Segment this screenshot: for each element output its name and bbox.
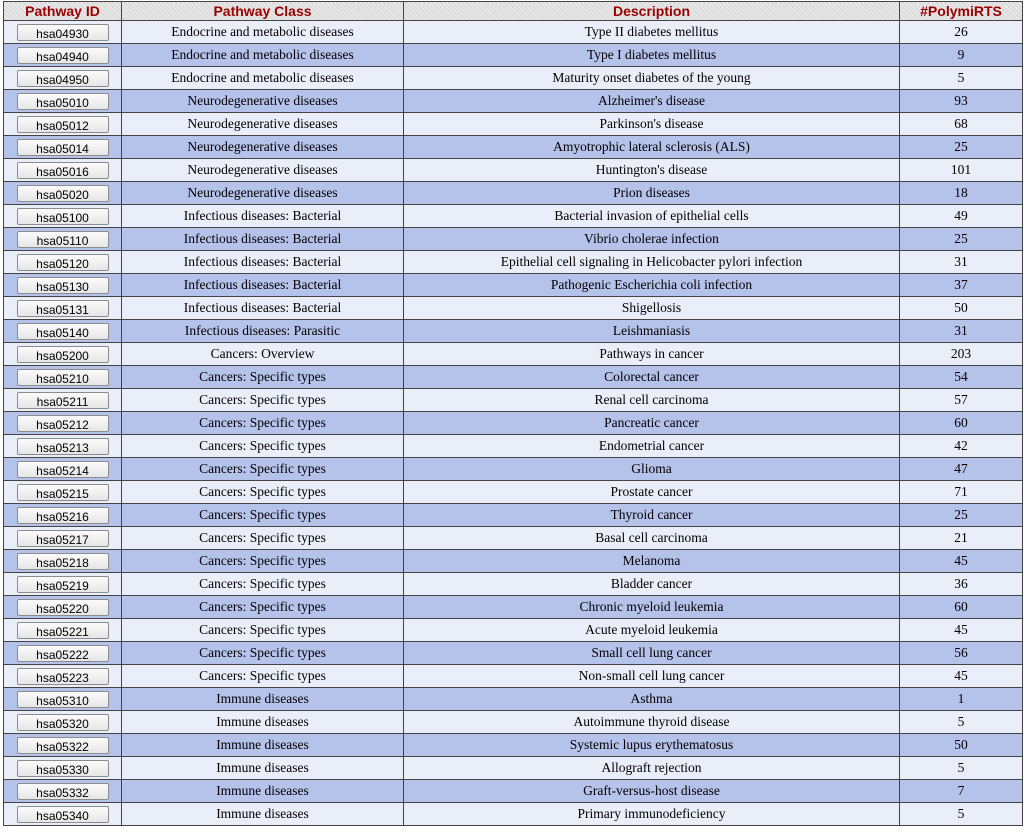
pathway-id-button[interactable]: hsa04950 [17,70,109,87]
pathway-class-cell: Neurodegenerative diseases [122,136,404,159]
pathway-id-button[interactable]: hsa05222 [17,645,109,662]
polymirts-count-cell: 31 [900,251,1023,274]
pathway-id-button[interactable]: hsa05020 [17,185,109,202]
pathway-id-cell [4,67,122,90]
description-cell: Melanoma [404,550,900,573]
description-cell: Prostate cancer [404,481,900,504]
pathway-class-cell: Cancers: Specific types [122,458,404,481]
polymirts-count-cell: 45 [900,619,1023,642]
table-row [4,803,1023,826]
pathway-id-button[interactable]: hsa05131 [17,300,109,317]
polymirts-count-cell: 60 [900,412,1023,435]
pathway-id-button[interactable]: hsa04940 [17,47,109,64]
table-row [4,688,1023,711]
description-cell: Type I diabetes mellitus [404,44,900,67]
pathway-id-button[interactable]: hsa05213 [17,438,109,455]
pathway-id-cell [4,21,122,44]
table-row [4,596,1023,619]
pathway-id-cell [4,711,122,734]
description-cell: Pancreatic cancer [404,412,900,435]
table-row [4,481,1023,504]
description-cell: Renal cell carcinoma [404,389,900,412]
pathway-id-button[interactable]: hsa05212 [17,415,109,432]
pathway-class-cell: Infectious diseases: Parasitic [122,320,404,343]
pathway-id-button[interactable]: hsa05210 [17,369,109,386]
description-cell: Graft-versus-host disease [404,780,900,803]
table-row [4,619,1023,642]
table-row [4,412,1023,435]
pathway-class-cell: Cancers: Specific types [122,481,404,504]
pathway-id-cell [4,573,122,596]
pathway-class-cell: Immune diseases [122,688,404,711]
pathway-id-cell [4,113,122,136]
pathway-id-cell [4,803,122,826]
polymirts-count-cell: 31 [900,320,1023,343]
description-cell: Autoimmune thyroid disease [404,711,900,734]
table-row [4,251,1023,274]
description-cell: Primary immunodeficiency [404,803,900,826]
description-cell: Huntington's disease [404,159,900,182]
pathway-id-button[interactable]: hsa05014 [17,139,109,156]
polymirts-count-cell: 37 [900,274,1023,297]
description-cell: Colorectal cancer [404,366,900,389]
description-cell: Leishmaniasis [404,320,900,343]
pathway-id-cell [4,688,122,711]
table-row [4,228,1023,251]
pathway-id-cell [4,642,122,665]
description-cell: Endometrial cancer [404,435,900,458]
pathway-class-cell: Infectious diseases: Bacterial [122,251,404,274]
pathway-class-cell: Immune diseases [122,757,404,780]
polymirts-count-cell: 1 [900,688,1023,711]
table-row [4,159,1023,182]
polymirts-count-cell: 42 [900,435,1023,458]
pathway-class-cell: Cancers: Specific types [122,412,404,435]
pathway-class-cell: Immune diseases [122,734,404,757]
description-cell: Parkinson's disease [404,113,900,136]
pathway-id-button[interactable]: hsa05322 [17,737,109,754]
description-cell: Non-small cell lung cancer [404,665,900,688]
table-row [4,757,1023,780]
pathway-class-cell: Cancers: Specific types [122,435,404,458]
pathway-class-cell: Endocrine and metabolic diseases [122,67,404,90]
table-row [4,642,1023,665]
pathway-id-button[interactable]: hsa05221 [17,622,109,639]
polymirts-count-cell: 36 [900,573,1023,596]
pathway-id-button[interactable]: hsa05223 [17,668,109,685]
pathway-id-cell [4,619,122,642]
pathway-id-button[interactable]: hsa05200 [17,346,109,363]
description-cell: Basal cell carcinoma [404,527,900,550]
pathway-class-cell: Cancers: Specific types [122,504,404,527]
pathway-class-cell: Cancers: Specific types [122,596,404,619]
pathway-class-cell: Infectious diseases: Bacterial [122,228,404,251]
pathway-class-cell: Neurodegenerative diseases [122,159,404,182]
pathway-id-cell [4,90,122,113]
description-cell: Bacterial invasion of epithelial cells [404,205,900,228]
polymirts-count-cell: 101 [900,159,1023,182]
polymirts-count-cell: 50 [900,734,1023,757]
pathway-id-button[interactable]: hsa05320 [17,714,109,731]
pathway-id-button[interactable]: hsa05010 [17,93,109,110]
column-header-polymirts: #PolymiRTS [900,2,1023,21]
pathway-id-button[interactable]: hsa05012 [17,116,109,133]
pathway-id-cell [4,205,122,228]
description-cell: Shigellosis [404,297,900,320]
pathway-id-button[interactable]: hsa05211 [17,392,109,409]
pathway-id-button[interactable]: hsa05310 [17,691,109,708]
column-header-pathway-id: Pathway ID [4,2,122,21]
pathway-id-cell [4,251,122,274]
table-row [4,44,1023,67]
table-row [4,573,1023,596]
pathway-id-button[interactable]: hsa04930 [17,24,109,41]
polymirts-count-cell: 45 [900,665,1023,688]
pathway-id-button[interactable]: hsa05220 [17,599,109,616]
table-row [4,343,1023,366]
polymirts-count-cell: 56 [900,642,1023,665]
polymirts-count-cell: 5 [900,67,1023,90]
polymirts-count-cell: 203 [900,343,1023,366]
description-cell: Glioma [404,458,900,481]
table-row [4,435,1023,458]
pathway-class-cell: Infectious diseases: Bacterial [122,205,404,228]
pathway-class-cell: Neurodegenerative diseases [122,90,404,113]
description-cell: Systemic lupus erythematosus [404,734,900,757]
pathway-id-cell [4,274,122,297]
pathway-id-cell [4,44,122,67]
pathway-class-cell: Endocrine and metabolic diseases [122,44,404,67]
pathway-id-cell [4,297,122,320]
description-cell: Asthma [404,688,900,711]
pathway-id-cell [4,136,122,159]
table-row [4,182,1023,205]
pathway-id-button[interactable]: hsa05216 [17,507,109,524]
description-cell: Pathogenic Escherichia coli infection [404,274,900,297]
table-row [4,366,1023,389]
pathway-id-button[interactable]: hsa05340 [17,806,109,823]
polymirts-count-cell: 25 [900,228,1023,251]
polymirts-count-cell: 45 [900,550,1023,573]
pathway-class-cell: Cancers: Specific types [122,619,404,642]
column-header-pathway-class: Pathway Class [122,2,404,21]
pathway-class-cell: Cancers: Specific types [122,573,404,596]
pathway-class-cell: Neurodegenerative diseases [122,182,404,205]
table-row [4,550,1023,573]
pathway-id-button[interactable]: hsa05215 [17,484,109,501]
pathway-id-cell [4,757,122,780]
header-row [4,2,1023,21]
table-row [4,113,1023,136]
pathway-id-cell [4,550,122,573]
polymirts-count-cell: 71 [900,481,1023,504]
pathway-id-cell [4,435,122,458]
polymirts-count-cell: 18 [900,182,1023,205]
polymirts-count-cell: 93 [900,90,1023,113]
pathway-id-button[interactable]: hsa05214 [17,461,109,478]
table-row [4,205,1023,228]
table-row [4,21,1023,44]
table-row [4,504,1023,527]
description-cell: Bladder cancer [404,573,900,596]
table-row [4,458,1023,481]
polymirts-count-cell: 9 [900,44,1023,67]
pathway-id-button[interactable]: hsa05130 [17,277,109,294]
table-row [4,389,1023,412]
pathway-id-cell [4,343,122,366]
table-row [4,665,1023,688]
polymirts-count-cell: 5 [900,803,1023,826]
table-row [4,136,1023,159]
table-row [4,297,1023,320]
polymirts-count-cell: 54 [900,366,1023,389]
description-cell: Small cell lung cancer [404,642,900,665]
description-cell: Vibrio cholerae infection [404,228,900,251]
pathway-class-cell: Cancers: Overview [122,343,404,366]
pathway-id-button[interactable]: hsa05140 [17,323,109,340]
pathway-class-cell: Infectious diseases: Bacterial [122,297,404,320]
polymirts-count-cell: 50 [900,297,1023,320]
pathway-id-button[interactable]: hsa05110 [17,231,109,248]
description-cell: Prion diseases [404,182,900,205]
pathway-class-cell: Cancers: Specific types [122,366,404,389]
pathway-id-cell [4,734,122,757]
pathway-id-cell [4,481,122,504]
pathway-id-button[interactable]: hsa05218 [17,553,109,570]
pathway-id-button[interactable]: hsa05217 [17,530,109,547]
polymirts-count-cell: 60 [900,596,1023,619]
pathway-id-cell [4,458,122,481]
pathway-id-button[interactable]: hsa05120 [17,254,109,271]
pathway-class-cell: Immune diseases [122,711,404,734]
pathway-class-cell: Cancers: Specific types [122,389,404,412]
polymirts-count-cell: 25 [900,136,1023,159]
description-cell: Pathways in cancer [404,343,900,366]
table-row [4,67,1023,90]
table-row [4,734,1023,757]
description-cell: Allograft rejection [404,757,900,780]
polymirts-count-cell: 26 [900,21,1023,44]
polymirts-count-cell: 57 [900,389,1023,412]
pathway-class-cell: Immune diseases [122,780,404,803]
pathway-id-cell [4,504,122,527]
description-cell: Maturity onset diabetes of the young [404,67,900,90]
polymirts-count-cell: 21 [900,527,1023,550]
pathway-id-cell [4,596,122,619]
description-cell: Type II diabetes mellitus [404,21,900,44]
description-cell: Amyotrophic lateral sclerosis (ALS) [404,136,900,159]
polymirts-count-cell: 5 [900,757,1023,780]
pathway-id-cell [4,228,122,251]
pathway-table [3,1,1023,826]
description-cell: Acute myeloid leukemia [404,619,900,642]
table-row [4,527,1023,550]
pathway-id-button[interactable]: hsa05100 [17,208,109,225]
pathway-class-cell: Cancers: Specific types [122,550,404,573]
description-cell: Epithelial cell signaling in Helicobacter pylori infection [404,251,900,274]
pathway-class-cell: Immune diseases [122,803,404,826]
column-header-description: Description [404,2,900,21]
pathway-id-button[interactable]: hsa05016 [17,162,109,179]
pathway-id-button[interactable]: hsa05219 [17,576,109,593]
polymirts-count-cell: 47 [900,458,1023,481]
pathway-id-button[interactable]: hsa05330 [17,760,109,777]
pathway-id-cell [4,182,122,205]
description-cell: Alzheimer's disease [404,90,900,113]
pathway-class-cell: Infectious diseases: Bacterial [122,274,404,297]
table-row [4,320,1023,343]
polymirts-count-cell: 25 [900,504,1023,527]
polymirts-count-cell: 7 [900,780,1023,803]
pathway-class-cell: Neurodegenerative diseases [122,113,404,136]
table-row [4,274,1023,297]
pathway-id-cell [4,527,122,550]
table-row [4,90,1023,113]
pathway-class-cell: Cancers: Specific types [122,642,404,665]
table-row [4,711,1023,734]
pathway-id-cell [4,366,122,389]
pathway-id-cell [4,665,122,688]
polymirts-count-cell: 5 [900,711,1023,734]
table-row [4,780,1023,803]
pathway-id-cell [4,780,122,803]
pathway-id-cell [4,320,122,343]
pathway-id-cell [4,389,122,412]
pathway-class-cell: Cancers: Specific types [122,527,404,550]
description-cell: Chronic myeloid leukemia [404,596,900,619]
pathway-class-cell: Cancers: Specific types [122,665,404,688]
pathway-id-cell [4,159,122,182]
pathway-id-button[interactable]: hsa05332 [17,783,109,800]
pathway-class-cell: Endocrine and metabolic diseases [122,21,404,44]
polymirts-count-cell: 68 [900,113,1023,136]
pathway-id-cell [4,412,122,435]
description-cell: Thyroid cancer [404,504,900,527]
polymirts-count-cell: 49 [900,205,1023,228]
